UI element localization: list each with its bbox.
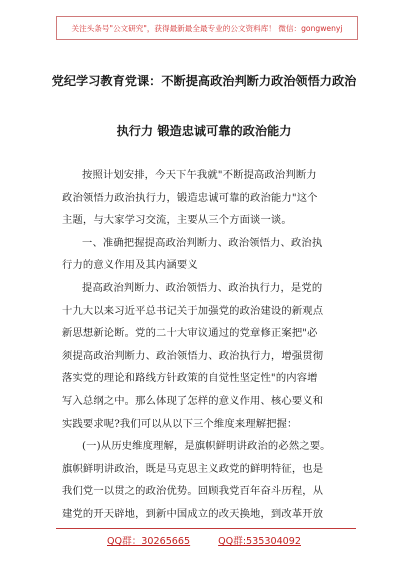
document-title-line-2: 执行力 锻造忠诚可靠的政治能力 [116,124,292,138]
document-body [62,164,362,526]
footer-divider [56,528,356,529]
subsection-heading: (一)从历史维度理解，是旗帜鲜明讲政治的必然之要。 [82,440,331,453]
header-banner-text: 关注头条号"公文研究"，获得最新最全最专业的公文资料库！ 微信：gongwenyj [71,23,343,33]
body-line: 实践要求呢?我们可以从以下三个维度来理解把握： [62,417,298,430]
footer-qq-group-2[interactable]: QQ群:535304092 [218,536,301,547]
body-line: 主题，与大家学习交流，主要从三个方面谈一谈。 [62,214,292,227]
section-heading-cont: 行力的意义作用及其内涵要义 [62,259,198,272]
body-line: 十九大以来习近平总书记关于加强党的政治建设的新观点 [62,304,324,317]
body-line: 提高政治判断力、政治领悟力、政治执行力，是党的 [82,281,323,294]
header-banner [56,16,358,40]
body-line: 政治领悟力政治执行力，锻造忠诚可靠的政治能力"这个 [62,191,318,204]
body-line: 建党的开天辟地，到新中国成立的改天换地，到改革开放 [62,507,324,520]
document-title-line-1: 党纪学习教育党课：不断提高政治判断力政治领悟力政治 [51,74,357,88]
footer [0,533,408,547]
body-line: 落实党的理论和路线方针政策的自觉性坚定性"的内容增 [62,372,318,385]
body-line: 我们党一以贯之的政治优势。回顾我党百年奋斗历程，从 [62,485,324,498]
body-line: 写入总纲之中。那么体现了怎样的意义作用、核心要义和 [62,394,324,407]
footer-qq-group-1[interactable]: QQ群：30265665 [107,536,191,547]
body-line: 新思想新论断。党的二十大审议通过的党章修正案把"必 [62,327,318,340]
body-line: 旗帜鲜明讲政治，既是马克思主义政党的鲜明特征，也是 [62,462,324,475]
section-heading: 一、准确把握提高政治判断力、政治领悟力、政治执 [82,236,323,249]
body-line: 按照计划安排，今天下午我就"不断提高政治判断力 [82,169,317,181]
body-line: 须提高政治判断力、政治领悟力、政治执行力，增强贯彻 [62,349,324,362]
